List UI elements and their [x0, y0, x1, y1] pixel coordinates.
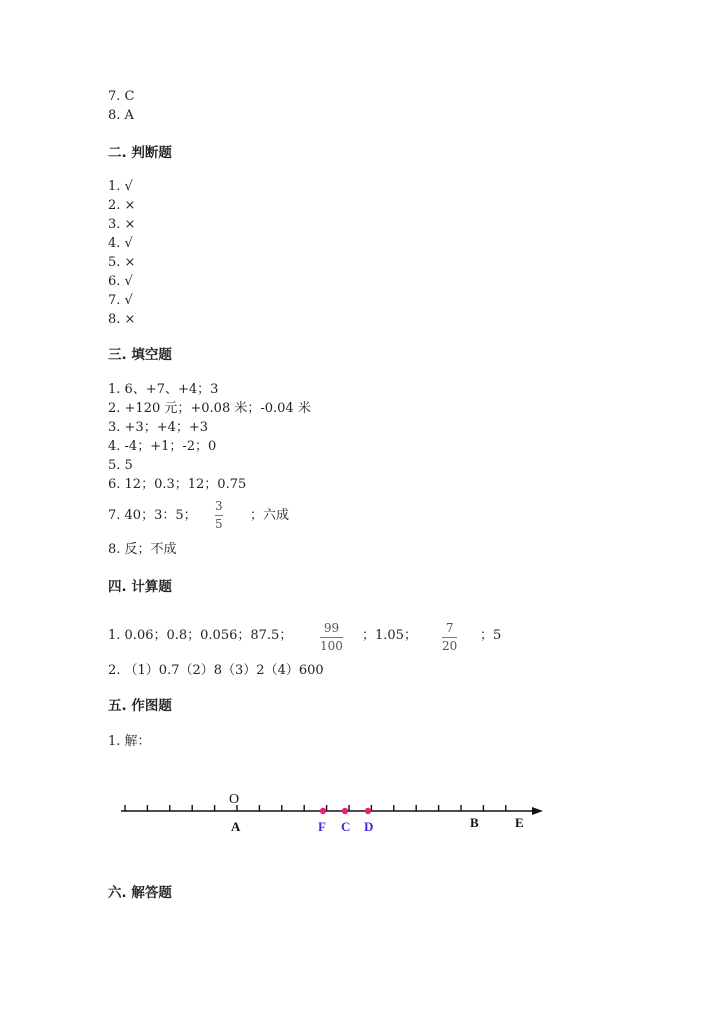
section-title-judgement: 二. 判断题	[108, 145, 172, 161]
judge-3: 3. ×	[108, 217, 136, 232]
judge-1: 1. √	[108, 179, 133, 194]
fill-7-prefix: 7. 40；3：5；	[108, 508, 197, 523]
label-D: D	[364, 819, 374, 834]
label-A: A	[231, 819, 241, 834]
fill-5: 5. 5	[108, 458, 133, 473]
number-line-arrow	[532, 807, 543, 815]
fraction-99-100	[320, 622, 343, 653]
fraction-numerator: 3	[215, 499, 223, 513]
judge-5: 5. ×	[108, 255, 136, 270]
fill-1: 1. 6、+7、+4；3	[108, 382, 219, 397]
fill-2: 2. +120 元；+0.08 米；-0.04 米	[108, 401, 311, 416]
fill-7-suffix: ；六成	[250, 508, 290, 523]
fraction-denominator: 100	[320, 639, 343, 653]
fill-4: 4. -4；+1；-2；0	[108, 439, 217, 454]
fraction-denominator: 5	[215, 517, 223, 531]
label-B: B	[470, 815, 479, 830]
fraction-numerator: 7	[445, 621, 454, 635]
fill-8: 8. 反；不成	[108, 542, 177, 557]
fill-6: 6. 12；0.3；12；0.75	[108, 477, 247, 492]
point-D	[365, 808, 371, 814]
point-F	[320, 808, 326, 814]
calc-1-suffix: ；5	[480, 628, 502, 643]
judge-2: 2. ×	[108, 198, 136, 213]
fraction-3-5	[215, 500, 223, 531]
section-title-answer: 六. 解答题	[108, 885, 172, 901]
fraction-denominator: 20	[442, 639, 458, 653]
calc-2: 2. （1）0.7（2）8（3）2（4）600	[108, 663, 324, 678]
number-line-figure	[0, 788, 720, 848]
label-F: F	[318, 819, 326, 834]
answer-7: 7. C	[108, 89, 135, 104]
fraction-bar	[215, 515, 223, 516]
section-title-drawing: 五. 作图题	[108, 698, 172, 714]
label-C: C	[341, 819, 351, 834]
fraction-bar	[442, 637, 457, 638]
fraction-numerator: 99	[323, 621, 340, 635]
judge-6: 6. √	[108, 274, 133, 289]
fraction-7-20	[442, 622, 457, 653]
drawing-1-label: 1. 解：	[108, 734, 151, 749]
label-E: E	[515, 815, 524, 830]
answer-8: 8. A	[108, 108, 134, 123]
fill-3: 3. +3；+4；+3	[108, 420, 209, 435]
fraction-bar	[320, 637, 343, 638]
number-line-ticks	[125, 805, 506, 811]
judge-7: 7. √	[108, 293, 133, 308]
section-title-calculation: 四. 计算题	[108, 579, 172, 595]
label-O: O	[229, 792, 240, 807]
calc-1-prefix: 1. 0.06；0.8；0.056；87.5；	[108, 628, 293, 643]
judge-8: 8. ×	[108, 312, 136, 327]
section-title-fill-blank: 三. 填空题	[108, 347, 172, 363]
point-C	[342, 808, 348, 814]
judge-4: 4. √	[108, 236, 133, 251]
calc-1-middle: ；1.05；	[362, 628, 417, 643]
